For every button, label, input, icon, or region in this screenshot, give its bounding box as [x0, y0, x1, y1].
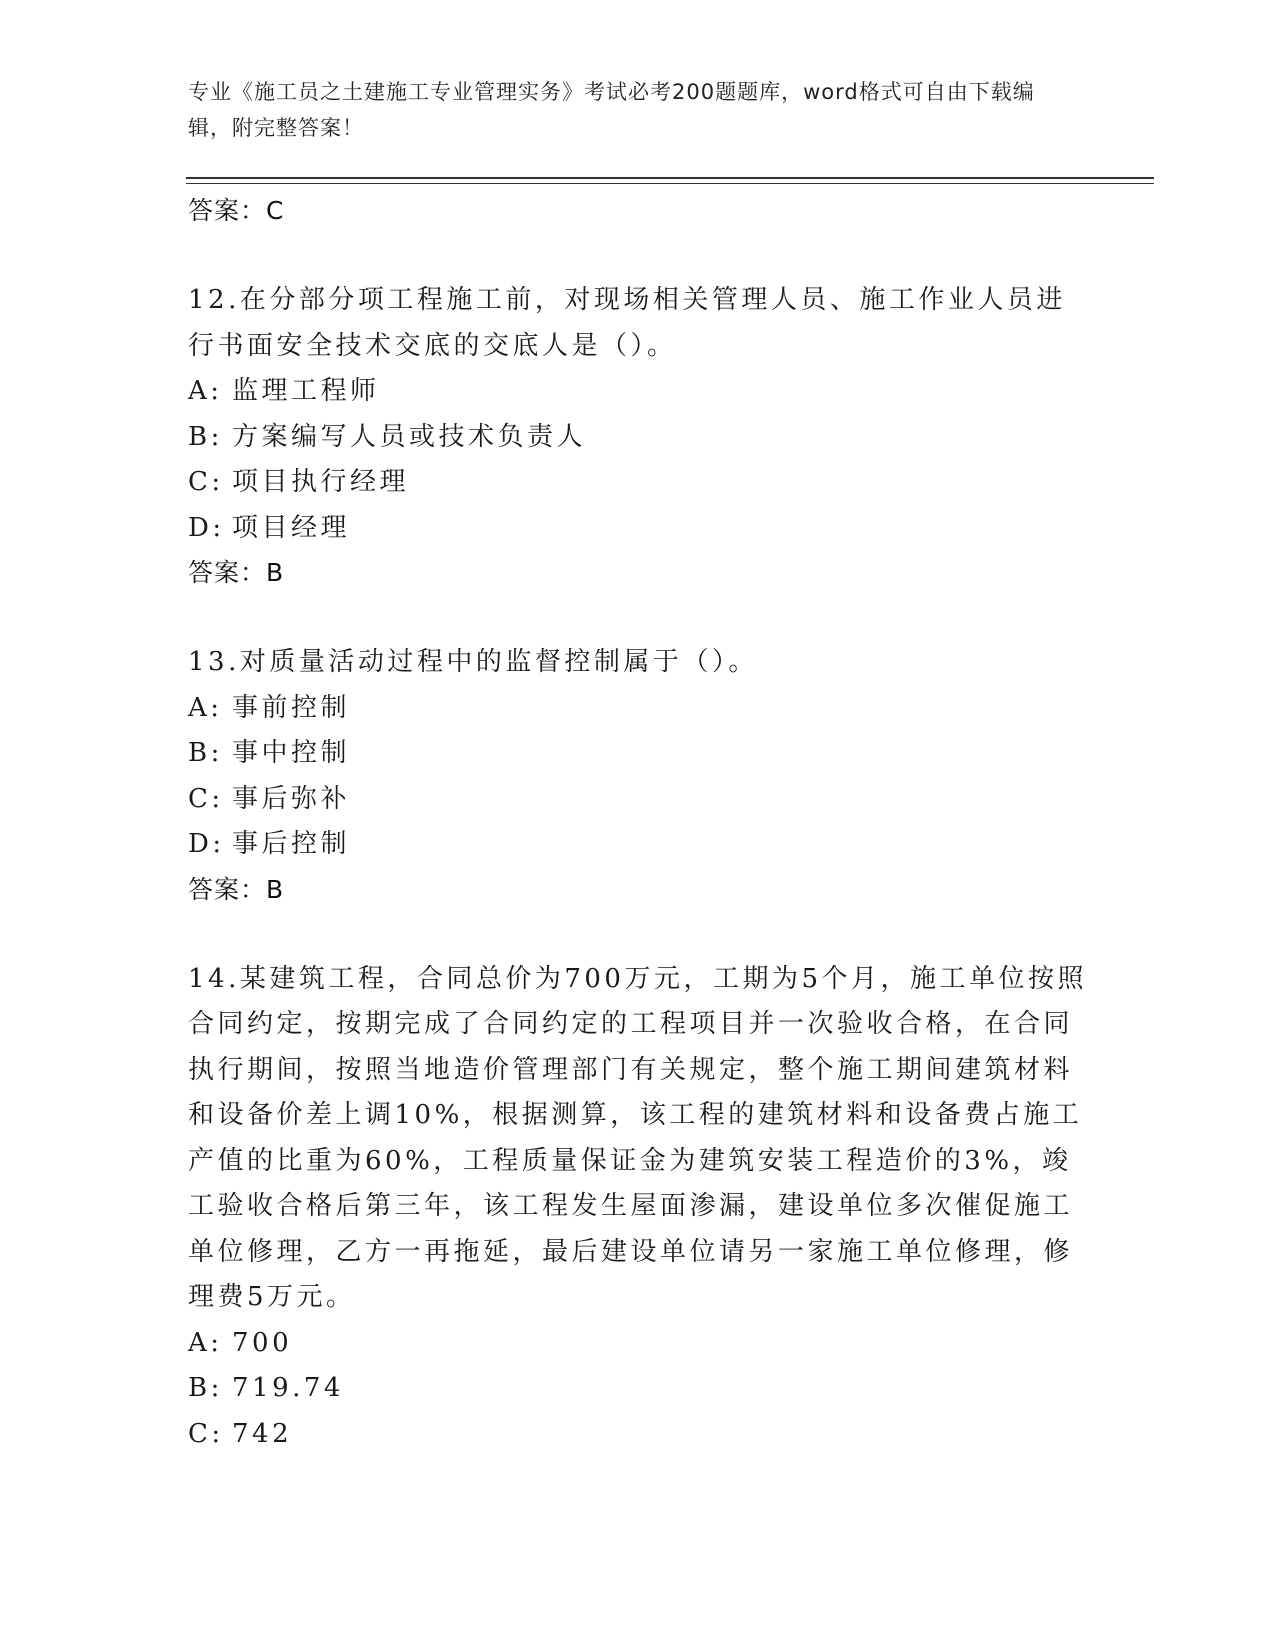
option-c	[188, 1412, 1088, 1458]
page-header: 专业《施工员之土建施工专业管理实务》考试必考200题题库，word格式可自由下载编辑，附完整答案！	[188, 80, 1035, 140]
answer-line: 答案：C	[188, 196, 285, 225]
answer-line: 答案：B	[188, 874, 285, 904]
question-text: 13.对质量活动过程中的监督控制属于（）。	[188, 647, 758, 677]
question-text: 12.在分部分项工程施工前，对现场相关管理人员、施工作业人员进行书面安全技术交底的交底人是（）。	[188, 285, 1066, 361]
option-text: 719.74	[232, 1373, 344, 1403]
option-text: 700	[232, 1327, 293, 1358]
option-letter: A:	[188, 692, 223, 723]
question-13	[188, 640, 1088, 912]
option-c	[188, 460, 1088, 506]
option-letter: A:	[188, 1327, 223, 1358]
option-text: 监理工程师	[232, 376, 380, 406]
question-text: 14.某建筑工程，合同总价为700万元，工期为5个月，施工单位按照合同约定，按期完成了合同约定的工程项目并一次验收合格，在合同执行期间，按照当地造价管理部门有关规定，整个施工期间建筑材料和设备价差上调10%，根据测算，该工程的建筑材料和设备费占施工产值的比重为60%，工程质量保证金为建筑安装工程造价的3%，竣工验收合格后第三年，该工程发生屋面渗漏，建设单位多次催促施工单位修理，乙方一再拖延，最后建设单位请另一家施工单位修理，修理费5万元。	[188, 963, 1088, 1312]
option-text: 742	[232, 1418, 293, 1449]
option-text: 事前控制	[232, 692, 351, 723]
option-b	[188, 731, 1088, 777]
option-letter: B:	[188, 421, 223, 452]
option-a	[188, 686, 1088, 732]
header-rule-thin	[186, 183, 1154, 184]
option-letter: C:	[188, 467, 224, 497]
option-a	[188, 1321, 1088, 1367]
option-d	[188, 506, 1088, 552]
option-b	[188, 415, 1088, 461]
option-b	[188, 1366, 1088, 1412]
option-text: 方案编写人员或技术负责人	[232, 421, 587, 452]
option-text: 事后控制	[232, 829, 351, 859]
question-12	[188, 278, 1088, 595]
option-letter: A:	[188, 376, 223, 406]
option-letter: D:	[188, 512, 225, 543]
option-letter: D:	[188, 829, 225, 859]
header-rule-thick	[186, 177, 1154, 179]
answer-line: 答案：B	[188, 558, 285, 587]
option-text: 事中控制	[232, 738, 351, 768]
option-letter: C:	[188, 783, 224, 814]
option-letter: C:	[188, 1418, 224, 1449]
option-d	[188, 822, 1088, 868]
option-text: 事后弥补	[232, 783, 351, 814]
question-14	[188, 957, 1088, 1458]
option-letter: B:	[188, 1373, 223, 1403]
option-a	[188, 369, 1088, 415]
option-c	[188, 777, 1088, 823]
option-text: 项目执行经理	[232, 467, 410, 497]
document-body	[188, 189, 1088, 1502]
option-text: 项目经理	[232, 512, 351, 543]
option-letter: B:	[188, 738, 223, 768]
